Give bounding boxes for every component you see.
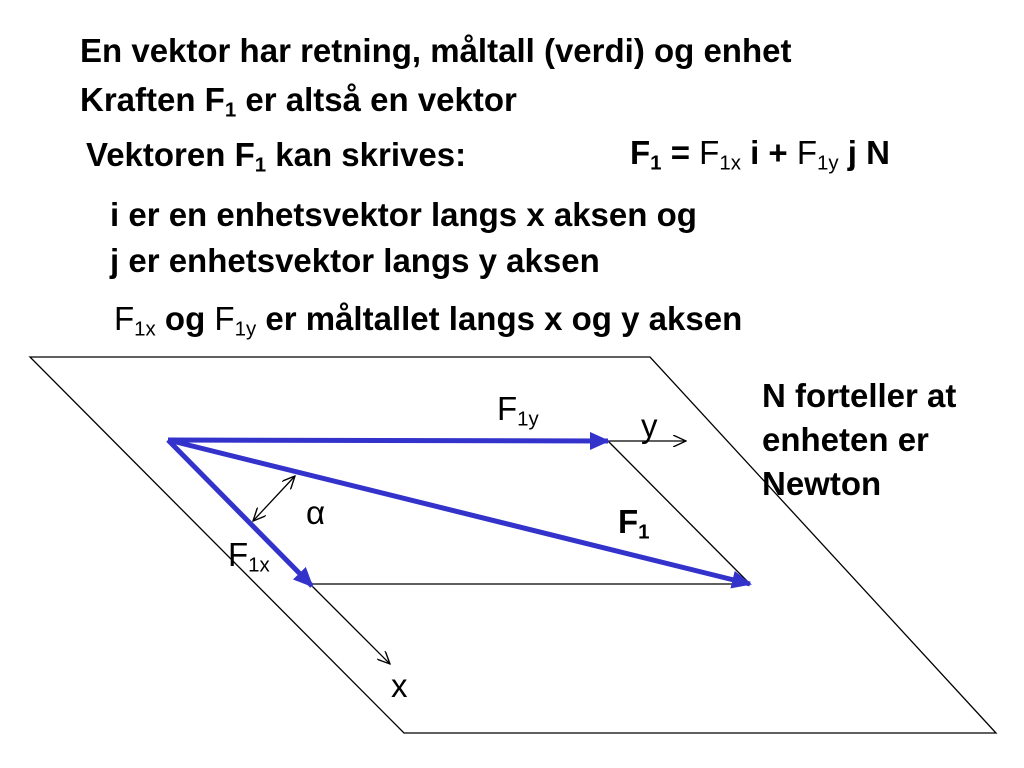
formula-fy: F: [796, 134, 818, 171]
line6-og: og: [155, 300, 215, 337]
line3-before: Vektoren F: [86, 136, 255, 173]
label-y-axis: [641, 409, 658, 442]
line5-text: j er enhetsvektor langs y aksen: [110, 242, 600, 279]
formula-i-plus: i +: [740, 134, 797, 171]
label-f1y: [497, 390, 539, 431]
line6-f1x-sub: 1x: [134, 317, 156, 341]
line2-after: er altså en vektor: [236, 81, 517, 118]
label-x: x: [391, 667, 408, 704]
x-axis-arrow: [310, 584, 390, 664]
formula-f-sub: 1: [650, 151, 662, 175]
line2-subscript: 1: [224, 98, 237, 122]
label-f1y-sub: 1y: [517, 407, 539, 431]
note-line-1: N forteller at: [762, 377, 957, 414]
label-f1x-sub: 1x: [248, 553, 270, 577]
line4-text: i er en enhetsvektor langs x aksen og: [110, 196, 697, 233]
label-f1y-main: F: [497, 390, 518, 427]
label-f1: [618, 503, 650, 544]
label-x-axis: [391, 669, 408, 702]
line6-f1y-sub: 1y: [234, 317, 257, 341]
label-f1-main: F: [618, 503, 639, 540]
label-f1-sub: 1: [638, 520, 650, 544]
note-line-3: Newton: [762, 465, 882, 502]
line3-subscript: 1: [254, 153, 267, 177]
label-y: y: [641, 407, 658, 444]
alpha-symbol: α: [306, 494, 326, 531]
label-f1x: [228, 536, 270, 577]
line6-rest: er måltallet langs x og y aksen: [256, 300, 743, 337]
formula-equals: =: [661, 134, 700, 171]
formula-j-n: j N: [838, 134, 890, 171]
formula-f: F: [630, 134, 651, 171]
angle-indicator: [253, 476, 295, 521]
formula-fx: F: [699, 134, 720, 171]
label-alpha: [306, 496, 325, 529]
note-line-2: enheten er: [762, 421, 929, 458]
formula-fy-sub: 1y: [817, 151, 839, 175]
vector-f1y: [168, 440, 608, 441]
line3-after: kan skrives:: [266, 136, 467, 173]
formula-fx-sub: 1x: [719, 151, 741, 175]
label-f1x-main: F: [228, 536, 249, 573]
vector-definition-text: En vektor har retning, måltall (verdi) og enhet: [80, 32, 792, 69]
line6-f1x: F: [114, 300, 135, 337]
line2-before: Kraften F: [80, 81, 225, 118]
line6-f1y: F: [214, 300, 235, 337]
